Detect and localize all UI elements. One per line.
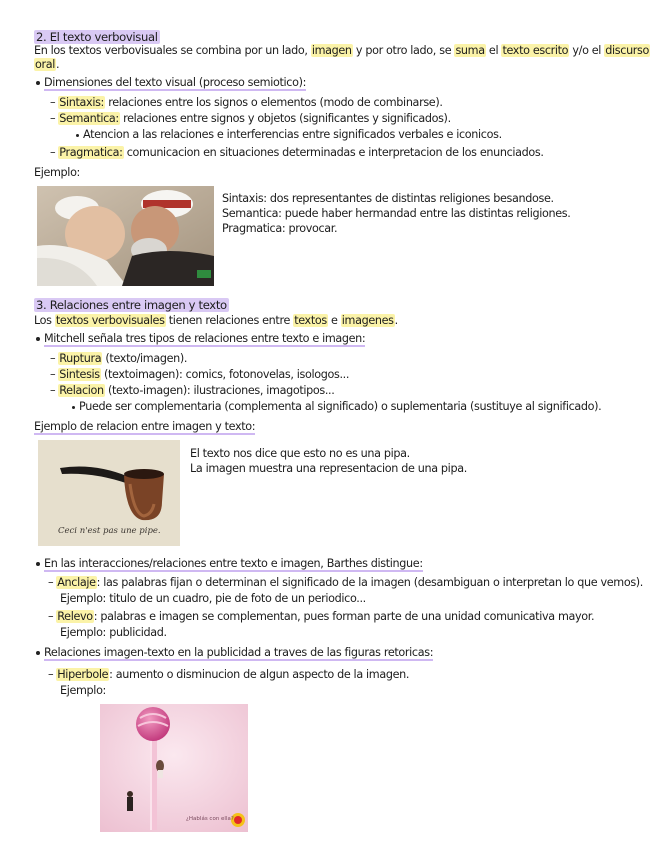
- rhetoric-heading: Relaciones imagen-texto en la publicidad a traves de las figuras retoricas:: [36, 646, 433, 660]
- kiss-example-line-3: Pragmatica: provocar.: [222, 222, 338, 235]
- pipe-line-1: El texto nos dice que esto no es una pipa.: [190, 447, 410, 460]
- pipe-caption: Ceci n'est pas une pipe.: [58, 526, 161, 536]
- religious-leaders-kiss-image: [37, 186, 214, 286]
- giant-lollipop-ad-image: [100, 704, 248, 832]
- hiperbole-item: – Hiperbole: aumento o disminucion de algun aspecto de la imagen.: [48, 668, 410, 681]
- section2-intro-line2: oral.: [35, 58, 60, 71]
- bullet-icon: [36, 562, 40, 566]
- relacion-item: – Relacion (texto-imagen): ilustraciones, imagotipos...: [50, 384, 335, 397]
- hiperbole-example-label: Ejemplo:: [60, 684, 106, 697]
- relevo-item: – Relevo: palabras e imagen se complementan, pues forman parte de una unidad comunicativa mayor.: [48, 610, 595, 623]
- anclaje-example: Ejemplo: titulo de un cuadro, pie de foto de un periodico...: [60, 592, 366, 605]
- relacion-subitem: Puede ser complementaria (complementa al significado) o suplementaria (sustituye al significado).: [72, 400, 601, 414]
- sintesis-item: – Sintesis (textoimagen): comics, fotonovelas, isologos...: [50, 368, 350, 381]
- section3-intro: Los textos verbovisuales tienen relaciones entre textos e imagenes.: [34, 314, 398, 327]
- mitchell-heading: Mitchell señala tres tipos de relaciones entre texto e imagen:: [36, 332, 365, 346]
- sintaxis-item: – Sintaxis: relaciones entre los signos o elementos (modo de combinarse).: [50, 96, 443, 109]
- example-label: Ejemplo:: [34, 166, 80, 179]
- ruptura-item: – Ruptura (texto/imagen).: [50, 352, 188, 365]
- barthes-heading: En las interacciones/relaciones entre texto e imagen, Barthes distingue:: [36, 557, 423, 571]
- pipe-painting-image: [38, 440, 180, 546]
- section3-title: 3. Relaciones entre imagen y texto: [36, 298, 227, 312]
- relation-example-heading: Ejemplo de relacion entre imagen y texto:: [34, 420, 256, 433]
- dimensions-heading: Dimensiones del texto visual (proceso semiotico):: [36, 76, 306, 90]
- pragmatica-item: – Pragmatica: comunicacion en situaciones determinadas e interpretacion de los enunciados.: [50, 146, 544, 159]
- semantica-item: – Semantica: relaciones entre signos y objetos (significantes y significados).: [50, 112, 451, 125]
- sub-bullet-icon: [76, 134, 79, 137]
- bullet-icon: [36, 81, 40, 85]
- bullet-icon: [36, 337, 40, 341]
- relevo-example: Ejemplo: publicidad.: [60, 626, 167, 639]
- bullet-icon: [36, 651, 40, 655]
- section2-title: 2. El texto verbovisual: [36, 30, 158, 44]
- kiss-example-line-1: Sintaxis: dos representantes de distintas religiones besandose.: [222, 192, 554, 205]
- pipe-line-2: La imagen muestra una representacion de una pipa.: [190, 462, 467, 475]
- section2-intro-line1: En los textos verbovisuales se combina por un lado, imagen y por otro lado, se suma el texto escrito y/o el discurso: [34, 44, 650, 57]
- kiss-example-line-2: Semantica: puede haber hermandad entre las distintas religiones.: [222, 207, 571, 220]
- sub-bullet-icon: [72, 406, 75, 409]
- semantica-subitem: Atencion a las relaciones e interferencias entre significados verbales e iconicos.: [76, 128, 502, 142]
- anclaje-item: – Anclaje: las palabras fijan o determinan el significado de la imagen (desambiguan o interpretan lo que vemos).: [48, 576, 644, 589]
- ad-tagline: ¿Hablás con ella?: [186, 816, 234, 822]
